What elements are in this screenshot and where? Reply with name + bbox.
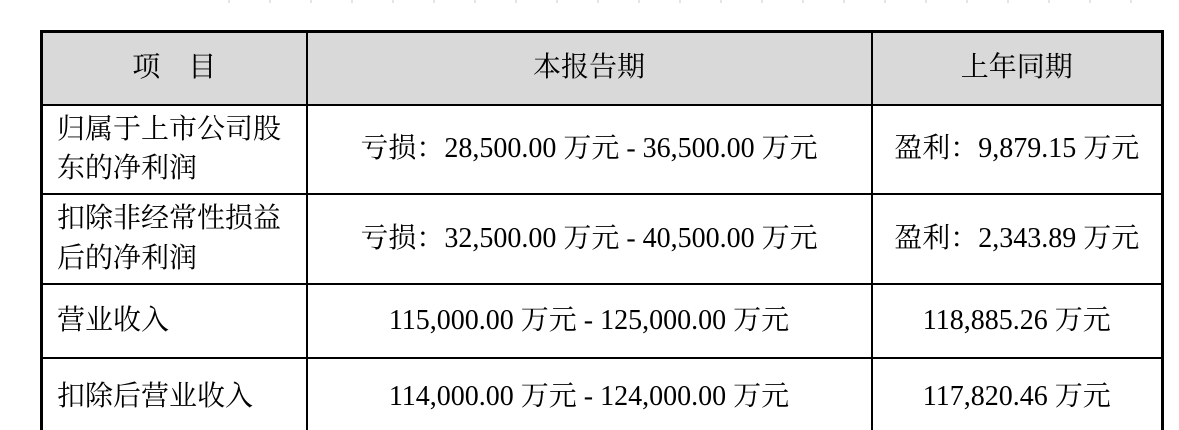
- header-row: [42, 32, 1163, 105]
- column-header-prior-period: 上年同期: [872, 32, 1163, 105]
- clipped-text-remnant: [228, 0, 1133, 3]
- cell-current-period-value: 亏损：32,500.00 万元 - 40,500.00 万元: [307, 194, 872, 284]
- cell-current-period-value: 亏损：28,500.00 万元 - 36,500.00 万元: [307, 105, 872, 195]
- cell-current-period-value: 114,000.00 万元 - 124,000.00 万元: [307, 358, 872, 430]
- cell-item-label: 营业收入: [42, 284, 307, 358]
- cell-item-label: 扣除非经常性损益后的净利润: [42, 194, 307, 284]
- cell-prior-period-value: 118,885.26 万元: [872, 284, 1163, 358]
- cell-prior-period-value: 盈利：2,343.89 万元: [872, 194, 1163, 284]
- performance-forecast-table: [40, 30, 1164, 430]
- table-row-revenue-after-deduction: [42, 358, 1163, 430]
- cell-prior-period-value: 盈利：9,879.15 万元: [872, 105, 1163, 195]
- column-header-current-period: 本报告期: [307, 32, 872, 105]
- table-row-operating-revenue: [42, 284, 1163, 358]
- cell-prior-period-value: 117,820.46 万元: [872, 358, 1163, 430]
- cell-item-label: 归属于上市公司股东的净利润: [42, 105, 307, 195]
- table-row-net-profit-excl-nonrecurring: [42, 194, 1163, 284]
- column-header-item: 项 目: [42, 32, 307, 105]
- cell-current-period-value: 115,000.00 万元 - 125,000.00 万元: [307, 284, 872, 358]
- cell-item-label: 扣除后营业收入: [42, 358, 307, 430]
- table-row-net-profit: [42, 105, 1163, 195]
